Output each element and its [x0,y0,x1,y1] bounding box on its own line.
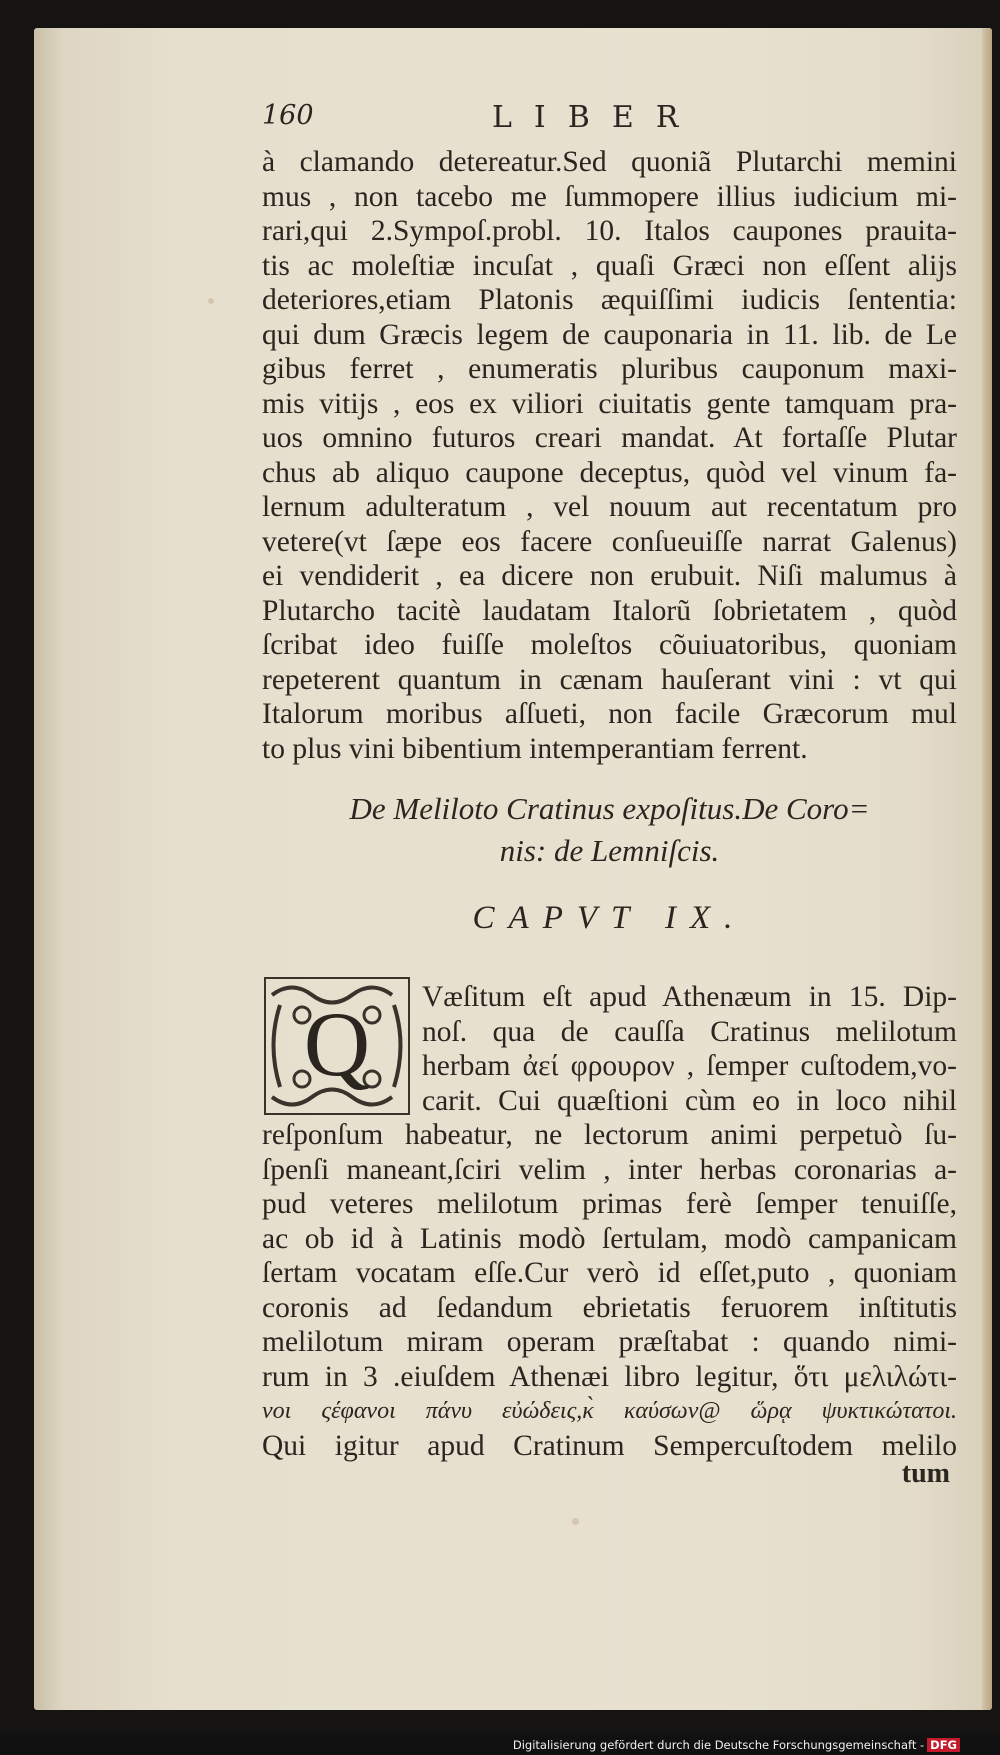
text-line: pud veteres melilotum primas ferè ſemper tenuiſſe, [262,1188,957,1220]
greek-line: νοι ςέφανοι πάνυ εὐώδεις,κ̀ καύσων@ ὥρᾳ ψυκτικώτατοι. [262,1398,957,1424]
text-line: gibus ferret , enumeratis pluribus cauponum maxi- [262,353,957,385]
running-title: LIBER [492,100,701,135]
paper-stain [572,1518,579,1525]
text-line: à clamando detereatur.Sed quoniã Plutarchi memini [262,146,957,178]
text-line: coronis ad ſedandum ebrietatis feruorem inſtitutis [262,1291,957,1324]
heading-line: De Meliloto Cratinus expoſitus.De Coro= [349,791,870,826]
chapter-title: CAPVT IX. [472,900,747,936]
main-text [262,145,957,766]
text-line: Qui igitur apud Cratinum Sempercuſtodem melilo [262,1429,957,1462]
heading-line: nis: de Lemniſcis. [499,833,720,868]
text-line: Væſitum eſt apud Athenæum in 15. Dip- [422,981,957,1013]
text-line: rari,qui 2.Sympoſ.probl. 10. Italos caupones prauita- [262,215,957,247]
text-line: rum in 3 .eiuſdem Athenæi libro legitur, ὅτι μελιλώτι- [262,1360,957,1393]
catchword: tum [901,1458,950,1489]
text-line: Plutarcho tacitè laudatam Italorũ ſobrietatem , quòd [262,594,957,627]
initial-letter: Q [303,993,371,1095]
main-text-2 [262,980,957,1463]
text-line: Italorum moribus aſſueti, non facile Græcorum mul [262,698,957,730]
text-line: reſponſum habeatur, ne lectorum animi perpetuò ſu- [262,1119,957,1151]
text-line: deteriores,etiam Platonis æquiſſimi iudicis ſententia: [262,284,957,316]
text-line: carit. Cui quæſtioni cùm eo in loco nihil [422,1084,957,1117]
text-line: vetere(vt ſæpe eos facere conſueuiſſe narrat Galenus) [262,525,957,558]
page-edge [982,28,992,1710]
text-line: to plus vini bibentium intemperantiam ferrent. [262,732,808,765]
text-line: tis ac moleſtiæ incuſat , quaſi Græci non eſſent alijs [262,249,957,282]
text-line: ſpenſi maneant,ſciri velim , inter herbas coronarias a- [262,1153,957,1186]
paper-stain [208,298,214,304]
folio-number: 160 [262,100,314,131]
text-line: noſ. qua de cauſſa Cratinus melilotum [422,1015,957,1048]
text-line: qui dum Græcis legem de cauponaria in 11. lib. de Le [262,318,957,351]
text-line: lernum adulteratum , vel nouum aut recentatum pro [262,491,957,523]
dfg-badge: DFG [927,1738,960,1752]
text-line: ſertam vocatam eſſe.Cur verò id eſſet,puto , quoniam [262,1257,957,1289]
text-line: ac ob id à Latinis modò ſertulam, modò campanicam [262,1222,957,1255]
text-line: mis vitijs , eos ex viliori ciuitatis gente tamquam pra- [262,387,957,420]
text-line: mus , non tacebo me ſummopere illius iudicium mi- [262,180,957,213]
text-line: chus ab aliquo caupone deceptus, quòd vel vinum fa- [262,456,957,489]
digitization-credit [513,1738,960,1752]
text-line: ſcribat ideo fuiſſe moleſtos cõuiuatoribus, quoniam [262,629,957,661]
text-line: repeterent quantum in cænam hauſerant vini : vt qui [262,663,957,696]
text-line: melilotum miram operam præſtabat : quando nimi- [262,1326,957,1358]
running-head [262,100,962,140]
text-line: ei vendiderit , ea dicere non erubuit. Niſi malumus à [262,560,957,592]
text-line: uos omnino futuros creari mandat. At fortaſſe Plutar [262,422,957,454]
credit-text: Digitalisierung gefördert durch die Deutsche Forschungsgemeinschaft - [512,1738,925,1752]
chapter-heading [262,788,957,872]
footer-bar [0,1733,1000,1755]
text-line: herbam ἀεί φρουρον , ſemper cuſtodem,vo- [422,1050,957,1082]
